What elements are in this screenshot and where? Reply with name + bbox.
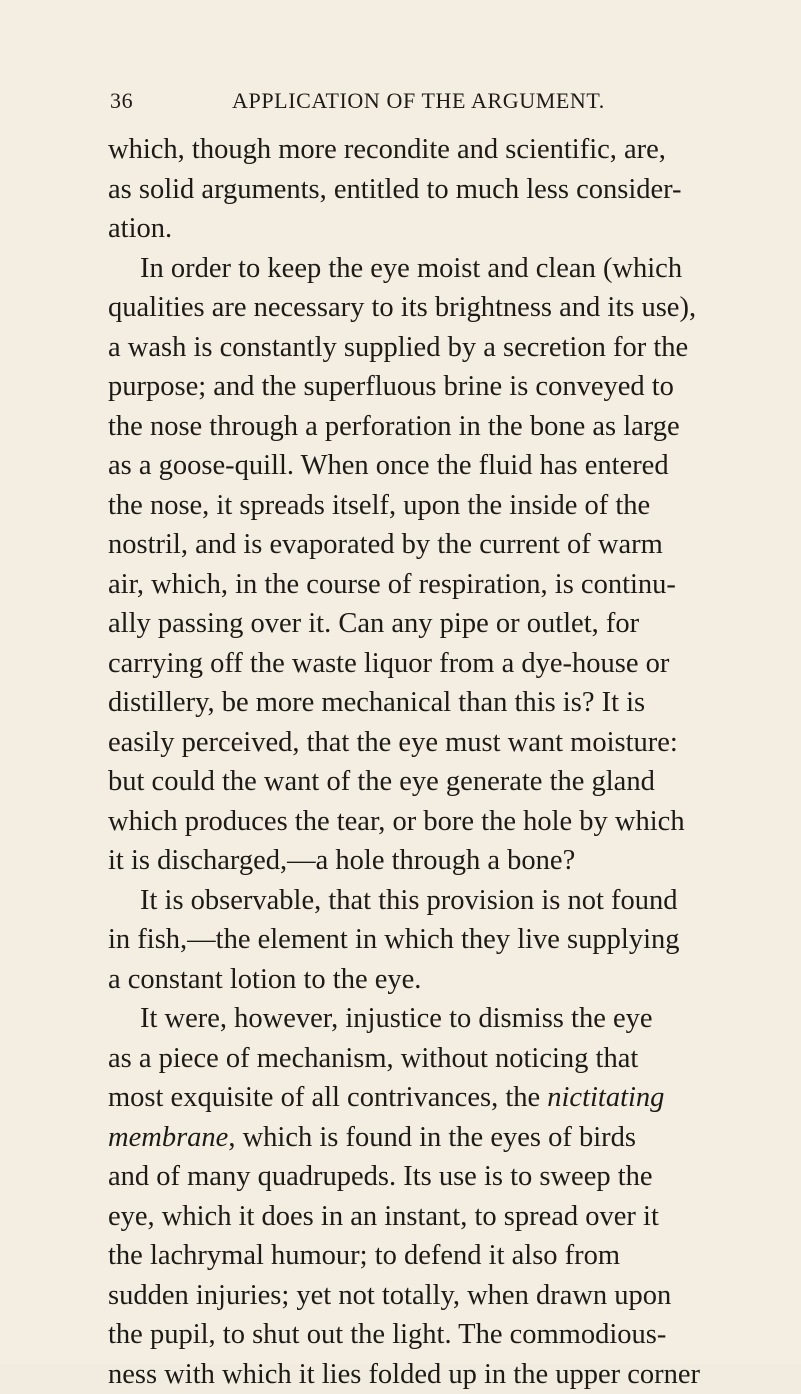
text-line: nostril, and is evaporated by the current of warm [108, 525, 788, 565]
text-line: air, which, in the course of respiration, is continu- [108, 565, 788, 605]
text-line: the nose through a perforation in the bone as large [108, 407, 788, 447]
italic-term: nictitating [547, 1082, 664, 1113]
text-line: but could the want of the eye generate the gland [108, 762, 788, 802]
text-line: a wash is constantly supplied by a secretion for the [108, 328, 788, 368]
text-line: ation. [108, 209, 788, 249]
text-line: as solid arguments, entitled to much less consider- [108, 170, 788, 210]
text-segment: most exquisite of all contrivances, the [108, 1082, 547, 1113]
text-line: the pupil, to shut out the light. The commodious- [108, 1315, 788, 1355]
text-segment: , which is found in the eyes of birds [228, 1122, 636, 1153]
running-head: APPLICATION OF THE ARGUMENT. [232, 88, 605, 114]
text-line: purpose; and the superfluous brine is conveyed to [108, 367, 788, 407]
text-line: sudden injuries; yet not totally, when drawn upon [108, 1276, 788, 1316]
text-line: as a goose-quill. When once the fluid has entered [108, 446, 788, 486]
text-line: easily perceived, that the eye must want moisture: [108, 723, 788, 763]
text-line: ness with which it lies folded up in the upper corner [108, 1355, 788, 1394]
text-line: a constant lotion to the eye. [108, 960, 788, 1000]
text-line: which produces the tear, or bore the hole by which [108, 802, 788, 842]
text-line: which, though more recondite and scientific, are, [108, 130, 788, 170]
italic-term: membrane [108, 1122, 228, 1153]
page-header [110, 88, 710, 118]
text-line: as a piece of mechanism, without noticing that [108, 1039, 788, 1079]
text-line: qualities are necessary to its brightness and its use), [108, 288, 788, 328]
text-line: carrying off the waste liquor from a dye-house or [108, 644, 788, 684]
text-line [108, 1078, 788, 1118]
text-line: distillery, be more mechanical than this is? It is [108, 683, 788, 723]
text-line: and of many quadrupeds. Its use is to sweep the [108, 1157, 788, 1197]
text-line: the lachrymal humour; to defend it also from [108, 1236, 788, 1276]
text-line: eye, which it does in an instant, to spread over it [108, 1197, 788, 1237]
body-text [108, 130, 788, 1394]
text-line: in fish,—the element in which they live supplying [108, 920, 788, 960]
text-line: it is discharged,—a hole through a bone? [108, 841, 788, 881]
text-line: ally passing over it. Can any pipe or outlet, for [108, 604, 788, 644]
paragraph-first-line: It is observable, that this provision is not found [108, 881, 788, 921]
page-number: 36 [110, 88, 133, 114]
paragraph-first-line: It were, however, injustice to dismiss the eye [108, 999, 788, 1039]
text-line [108, 1118, 788, 1158]
paragraph-first-line: In order to keep the eye moist and clean (which [108, 249, 788, 289]
text-line: the nose, it spreads itself, upon the inside of the [108, 486, 788, 526]
